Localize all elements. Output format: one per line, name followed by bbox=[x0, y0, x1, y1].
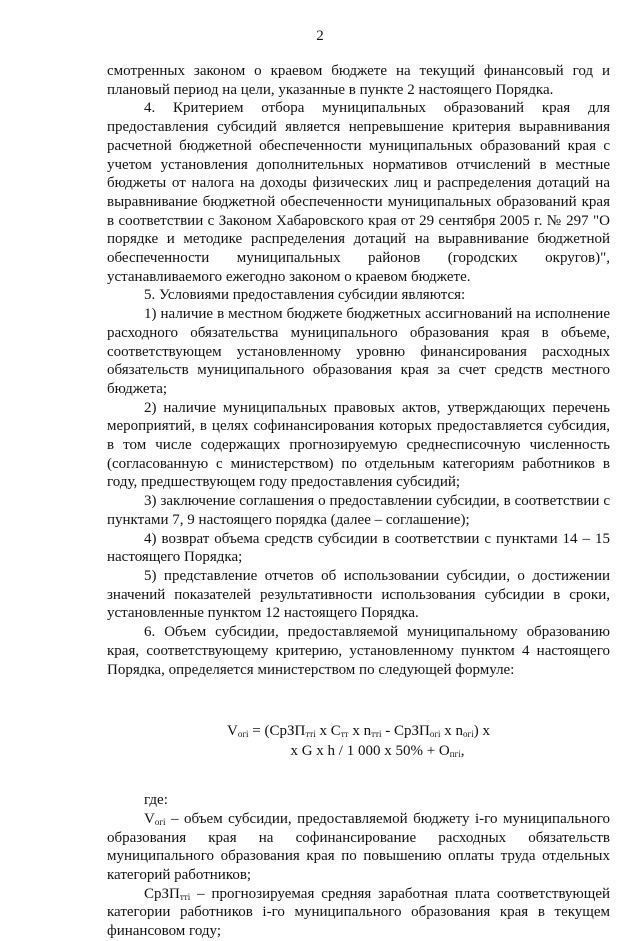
definition-v-symbol: V bbox=[144, 810, 155, 827]
definition-v-text: – объем субсидии, предоставляемой бюджету i-го муниципального образования края на софинансирование расходных обязательств муниципального образования края по повышению оплаты труда отдельных категорий работников; bbox=[107, 810, 610, 884]
page-number: 2 bbox=[316, 28, 324, 44]
formula-n-og-subscript: огi bbox=[463, 729, 474, 740]
definition-srzp-symbol: СрЗП bbox=[144, 885, 180, 902]
formula-line-1 bbox=[107, 721, 610, 741]
paragraph-5-conditions-heading: 5. Условиями предоставления субсидии являются: bbox=[144, 287, 466, 304]
formula-equals-open: = (СрЗП bbox=[248, 723, 306, 740]
formula-minus-srzp: - СрЗП bbox=[381, 723, 430, 740]
definition-v-subscript: огi bbox=[154, 816, 166, 827]
paragraph-5-item-3: 3) заключение соглашения о предоставлении субсидии, в соответствии с пунктами 7, 9 настоящего порядка (далее – соглашение); bbox=[107, 493, 610, 528]
formula-times-n: x n bbox=[348, 723, 372, 740]
paragraph-6-subsidy-volume: 6. Объем субсидии, предоставляемой муниципальному образованию края, соответствующему критерию, установленному пунктом 4 настоящего Порядка, определяется министерством по следующей формуле: bbox=[107, 624, 610, 678]
formula-srzp-og-subscript: огi bbox=[429, 729, 441, 740]
formula-line-2-main: x G x h / 1 000 x 50% + O bbox=[290, 743, 450, 760]
paragraph-4-selection-criterion: 4. Критерием отбора муниципальных образований края для предоставления субсидий является непревышение критерия выравнивания расчетной бюджетной обеспеченности муниципальных образований края с учетом установления дополнительных нормативов отчислений в местные бюджеты от налога на доходы физических лиц и распределения дотаций на выравнивание бюджетной обеспеченности муниципальных образований края в соответствии с Законом Хабаровского края от 29 сентября 2005 г. № 297 "О порядке и методике распределения дотаций на выравнивание бюджетной обеспеченности муниципальных районов (городских округов)", устанавливаемого ежегодно законом о краевом бюджете. bbox=[107, 100, 610, 285]
subsidy-formula bbox=[107, 721, 610, 761]
definition-srzp-text: – прогнозируемая средняя заработная плата соответствующей категории работников i-го муниципального образования края в текущем финансовом году; bbox=[107, 885, 610, 940]
formula-o-subscript: пгi bbox=[449, 749, 461, 760]
formula-n-tt-subscript: ттi bbox=[371, 729, 382, 740]
definition-v bbox=[107, 810, 610, 885]
formula-srzp-tt-subscript: ттi bbox=[305, 729, 316, 740]
paragraph-intro-continuation: смотренных законом о краевом бюджете на текущий финансовый год и плановый период на цели, указанные в пункте 2 настоящего Порядка. bbox=[107, 63, 610, 98]
formula-close-times: ) x bbox=[473, 723, 490, 740]
formula-v-symbol: V bbox=[226, 723, 238, 740]
definition-srzp-subscript: ттi bbox=[179, 891, 191, 902]
formula-line-2-end: , bbox=[460, 743, 465, 760]
paragraph-5-item-4: 4) возврат объема средств субсидии в соответствии с пунктами 14 – 15 настоящего Порядка; bbox=[107, 530, 610, 566]
formula-line-2 bbox=[107, 741, 610, 761]
formula-times-n-og: x n bbox=[440, 723, 464, 740]
formula-c-subscript: тт bbox=[340, 729, 349, 740]
definition-srzp bbox=[107, 885, 610, 941]
formula-v-subscript: огi bbox=[237, 729, 249, 740]
paragraph-5-item-5: 5) представление отчетов об использовании субсидии, о достижении значений показателей результативности использования субсидии в сроки, установленные пунктом 12 настоящего Порядка. bbox=[107, 567, 610, 622]
formula-times-c: x С bbox=[315, 723, 341, 740]
document-body bbox=[107, 62, 610, 941]
paragraph-5-item-2: 2) наличие муниципальных правовых актов, утверждающих перечень мероприятий, в целях софинансирования которых предоставляется субсидия, в том числе содержащих прогнозируемую среднесписочную численность (согласованную с министерством) по отдельным категориям работников в году, предшествующем году предоставления субсидий; bbox=[107, 399, 610, 491]
paragraph-5-item-1: 1) наличие в местном бюджете бюджетных ассигнований на исполнение расходного обязательства муниципального образования края в объеме, соответствующем установленному уровню финансирования расходных обязательств муниципального образования края за счет средств местного бюджета; bbox=[107, 306, 610, 397]
where-label: где: bbox=[144, 792, 168, 809]
